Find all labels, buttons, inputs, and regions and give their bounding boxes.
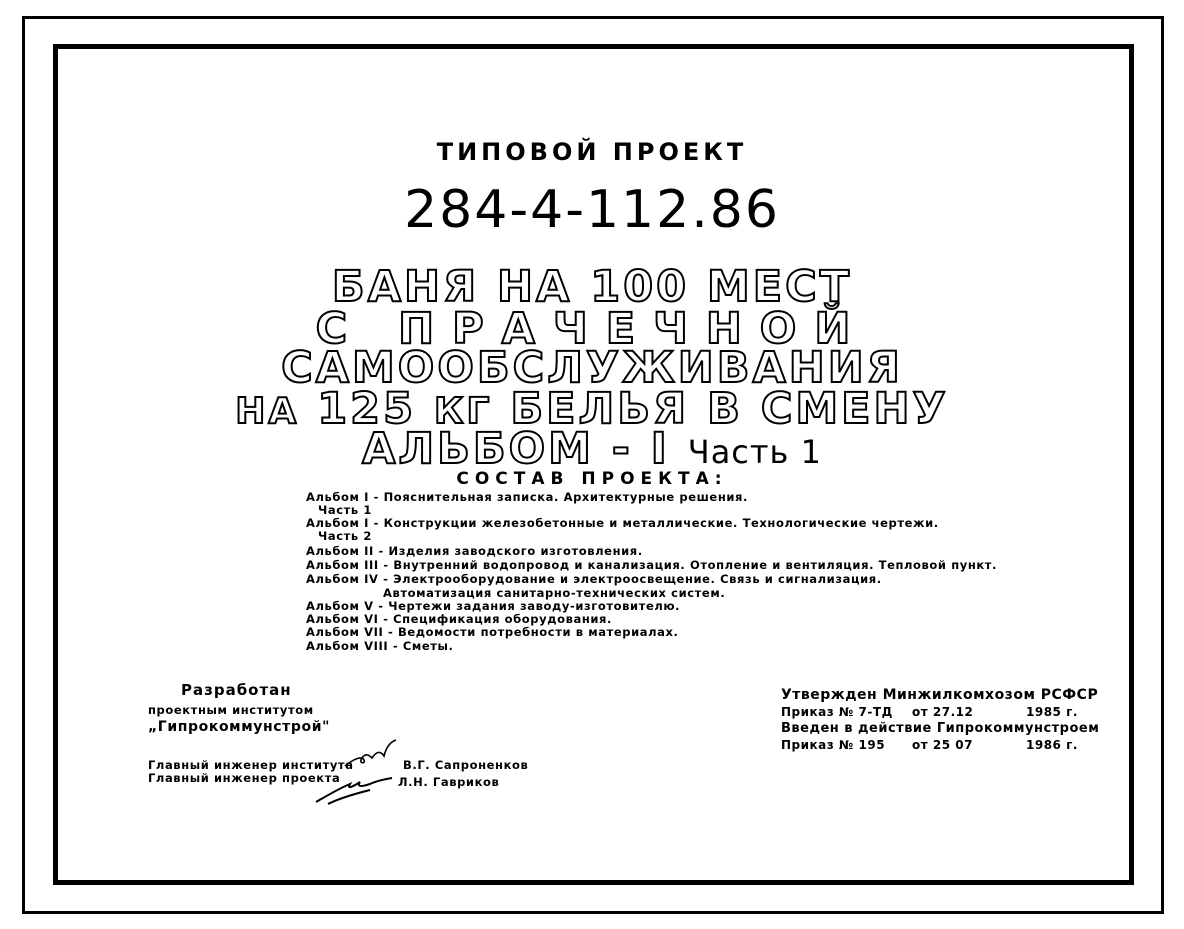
order-2-year: 1986 г. (1026, 738, 1078, 752)
title-line-5 (0, 426, 1184, 475)
project-type-label: ТИПОВОЙ ПРОЕКТ (436, 138, 748, 166)
title-line-1: БАНЯ НА 100 МЕСТ (331, 262, 853, 312)
title-line-4-rest: БЕЛЬЯ В СМЕНУ (510, 384, 949, 434)
composition-item: Альбом VI - Спецификация оборудования. (306, 612, 612, 626)
developer-line-1: проектным институтом (148, 703, 314, 717)
chief-engineer-institute-label: Главный инженер института (148, 758, 354, 772)
album-label: АЛЬБОМ - I (362, 424, 670, 474)
title-line-4-number: 125 (317, 384, 417, 434)
composition-item: Альбом V - Чертежи задания заводу-изготовителю. (306, 599, 681, 613)
project-number: 284-4-112.86 (404, 180, 780, 240)
introduced-by: Введен в действие Гипрокоммунстроем (781, 721, 1100, 736)
order-1-label: Приказ № 7-ТД (781, 705, 893, 719)
title-line-3: САМООБСЛУЖИВАНИЯ (281, 343, 903, 393)
title-line-4-prefix: НА (235, 391, 300, 432)
composition-item: Альбом I - Конструкции железобетонные и металлические. Технологические чертежи. (306, 516, 939, 530)
title-line-4-unit: КГ (434, 391, 493, 432)
title-line-2: С ПРАЧЕЧНОЙ (315, 304, 869, 354)
order-2-label: Приказ № 195 (781, 738, 886, 752)
composition-item: Альбом II - Изделия заводского изготовления. (306, 544, 643, 558)
order-1-year: 1985 г. (1026, 705, 1078, 719)
composition-item: Часть 2 (318, 529, 373, 543)
composition-item: Альбом VII - Ведомости потребности в материалах. (306, 625, 679, 639)
chief-engineer-project-name: Л.Н. Гавриков (398, 775, 500, 789)
composition-item: Альбом VIII - Сметы. (306, 639, 454, 653)
composition-item: Альбом IV - Электрооборудование и электроосвещение. Связь и сигнализация. (306, 572, 882, 586)
part-label: Часть 1 (687, 433, 822, 471)
composition-item: Автоматизация санитарно-технических систем. (383, 586, 726, 600)
composition-item: Часть 1 (318, 503, 373, 517)
approved-by: Утвержден Минжилкомхозом РСФСР (781, 687, 1099, 703)
signature-project (310, 768, 410, 808)
chief-engineer-project-label: Главный инженер проекта (148, 771, 341, 785)
developer-heading: Разработан (181, 681, 292, 699)
chief-engineer-institute-name: В.Г. Сапроненков (403, 758, 529, 772)
developer-line-2: „Гипрокоммунстрой" (148, 719, 331, 735)
composition-heading: СОСТАВ ПРОЕКТА: (456, 469, 728, 489)
composition-item: Альбом III - Внутренний водопровод и канализация. Отопление и вентиляция. Тепловой пункт. (306, 558, 998, 572)
composition-item: Альбом I - Пояснительная записка. Архитектурные решения. (306, 490, 748, 504)
order-2-date: от 25 07 (912, 738, 973, 752)
order-1-date: от 27.12 (912, 705, 974, 719)
